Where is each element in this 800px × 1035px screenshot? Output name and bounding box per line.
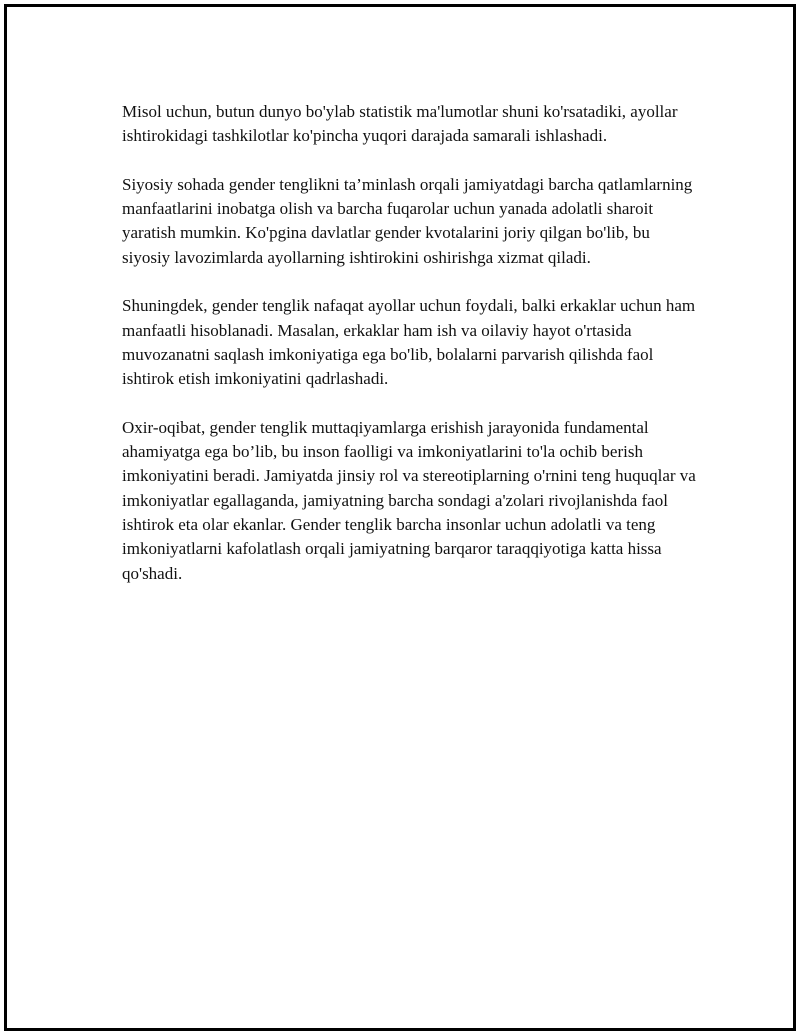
- page-frame: [4, 4, 796, 1031]
- paragraph-1: Misol uchun, butun dunyo bo'ylab statistik ma'lumotlar shuni ko'rsatadiki, ayollar ishtirokidagi tashkilotlar ko'pincha yuqori darajada samarali ishlashadi.: [122, 102, 678, 146]
- paragraph-4: Oxir-oqibat, gender tenglik muttaqiyamlarga erishish jarayonida fundamental ahamiyatga ega bo’lib, bu inson faolligi va imkoniyatlarini to'la ochib berish imkoniyatini beradi. Jamiyatda jinsiy rol va stereotiplarning o'rnini teng huquqlar va imkoniyatlar egallaganda, jamiyatning barcha sondagi a'zolari rivojlanishda faol ishtirok eta olar ekanlar. Gender tenglik barcha insonlar uchun adolatli va teng imkoniyatlarni kafolatlash orqali jamiyatning barqaror taraqqiyotiga katta hissa qo'shadi.: [122, 417, 696, 583]
- paragraph-2: Siyosiy sohada gender tenglikni ta’minlash orqali jamiyatdagi barcha qatlamlarning manfaatlarini inobatga olish va barcha fuqarolar uchun yanada adolatli sharoit yaratish mumkin. Ko'pgina davlatlar gender kvotalarini joriy qilgan bo'lib, bu siyosiy lavozimlarda ayollarning ishtirokini oshirishga xizmat qiladi.: [122, 174, 693, 267]
- document-body: [122, 100, 700, 610]
- paragraph-3: Shuningdek, gender tenglik nafaqat ayollar uchun foydali, balki erkaklar uchun ham manfaatli hisoblanadi. Masalan, erkaklar ham ish va oilaviy hayot o'rtasida muvozanatni saqlash imkoniyatiga ega bo'lib, bolalarni parvarish qilishda faol ishtirok etish imkoniyatini qadrlashadi.: [122, 296, 696, 389]
